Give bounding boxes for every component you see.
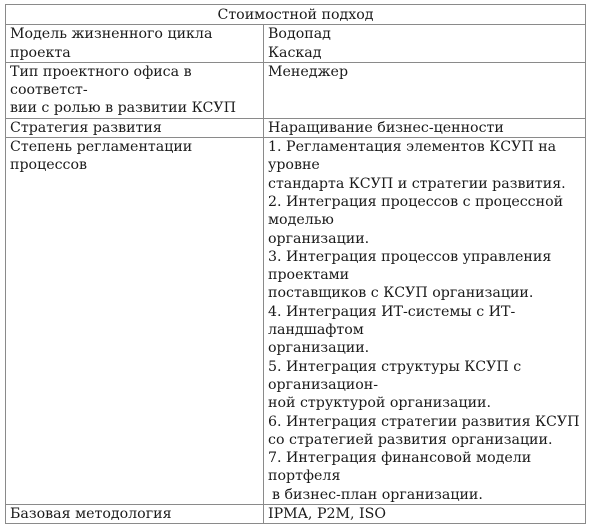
row-value-line: ной структурой организации. bbox=[268, 395, 492, 412]
row-label-line: Стратегия развития bbox=[10, 119, 162, 136]
row-label-cell bbox=[6, 138, 264, 505]
row-label-line: Тип проектного офиса в соответст- bbox=[10, 63, 192, 99]
row-label-line: Модель жизненного цикла проекта bbox=[10, 26, 213, 61]
row-value-line: в бизнес-план организации. bbox=[272, 486, 483, 503]
table-header-row bbox=[6, 5, 586, 25]
row-label-cell bbox=[6, 25, 264, 63]
row-label-cell bbox=[6, 118, 264, 137]
row-value-cell bbox=[264, 118, 586, 137]
row-value-line: 6. Интеграция стратегии развития КСУП bbox=[268, 413, 580, 430]
row-value-line: Наращивание бизнес-ценности bbox=[268, 119, 504, 136]
row-value-line: Водопад bbox=[268, 26, 331, 43]
row-label-line: вии с ролью в развитии КСУП bbox=[10, 100, 237, 117]
row-value-line: стандарта КСУП и стратегии развития. bbox=[268, 175, 566, 192]
row-value-line: 3. Интеграция процессов управления проектами bbox=[268, 248, 552, 284]
row-value-line: 7. Интеграция финансовой модели портфеля bbox=[268, 450, 532, 485]
row-value-cell bbox=[264, 25, 586, 63]
row-value-line: со стратегией развития организации. bbox=[268, 431, 553, 448]
table-row bbox=[6, 62, 586, 118]
row-value-line: организации. bbox=[268, 340, 370, 357]
table-row bbox=[6, 505, 586, 524]
row-value-line: IPMA, P2M, ISO bbox=[268, 506, 387, 523]
row-label-cell bbox=[6, 62, 264, 118]
row-value-line: 5. Интеграция структуры КСУП с организацион- bbox=[268, 358, 522, 393]
approach-table bbox=[5, 4, 586, 524]
row-value-line: 4. Интеграция ИТ-системы с ИТ-ландшафтом bbox=[268, 303, 516, 339]
row-value-cell bbox=[264, 62, 586, 118]
row-value-cell bbox=[264, 138, 586, 505]
row-value-line: Каскад bbox=[268, 44, 322, 61]
table-title: Стоимостной подход bbox=[6, 5, 586, 25]
row-label-line: Базовая методология bbox=[10, 506, 172, 523]
row-value-line: 1. Регламентация элементов КСУП на уровне bbox=[268, 139, 557, 174]
row-label-line: Степень регламентации процессов bbox=[10, 139, 193, 174]
table-row bbox=[6, 138, 586, 505]
row-label-cell bbox=[6, 505, 264, 524]
row-value-line: поставщиков с КСУП организации. bbox=[268, 285, 534, 302]
row-value-cell bbox=[264, 505, 586, 524]
row-value-line: организации. bbox=[268, 230, 370, 247]
row-value-line: 2. Интеграция процессов с процессной моделью bbox=[268, 193, 564, 229]
table-row bbox=[6, 25, 586, 63]
row-value-line: Менеджер bbox=[268, 63, 349, 80]
table-row bbox=[6, 118, 586, 137]
